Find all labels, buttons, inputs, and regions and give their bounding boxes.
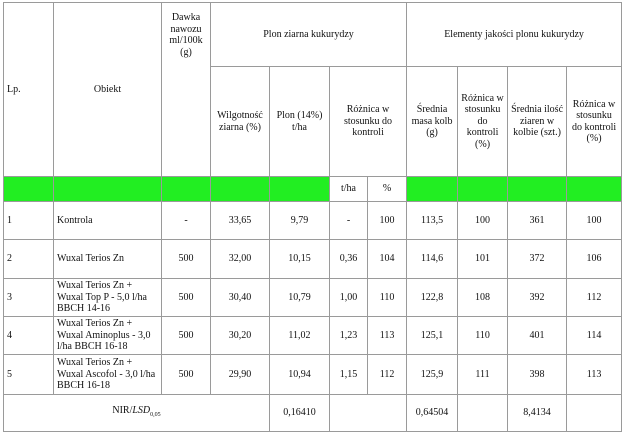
- nir-empty-cell: [458, 395, 508, 432]
- col-lp-header: Lp.: [4, 3, 54, 177]
- cell-plon: 10,94: [270, 355, 330, 395]
- cell-plon: 9,79: [270, 202, 330, 240]
- col-srednia-ilosc-header: Średnia ilość ziaren w kolbie (szt.): [508, 67, 567, 177]
- band-cell: [162, 177, 211, 202]
- cell-srednia-ilosc: 401: [508, 317, 567, 355]
- nir-ilosc-value: 8,4134: [508, 395, 567, 432]
- cell-wilgotnosc: 29,90: [211, 355, 270, 395]
- jakosc-group-header: Elementy jakości plonu kukurydzy: [407, 3, 622, 67]
- cell-srednia-masa: 125,9: [407, 355, 458, 395]
- cell-lp: 2: [4, 240, 54, 279]
- cell-plon: 11,02: [270, 317, 330, 355]
- nir-row: [4, 395, 622, 432]
- cell-wilgotnosc: 30,20: [211, 317, 270, 355]
- cell-obiekt: Kontrola: [54, 202, 162, 240]
- nir-empty-cell: [330, 395, 407, 432]
- cell-roznica-ilosc: 100: [567, 202, 622, 240]
- nir-empty-cell: [567, 395, 622, 432]
- cell-dawka: 500: [162, 279, 211, 317]
- unit-tha-label: t/ha: [330, 177, 368, 202]
- cell-obiekt: Wuxal Terios Zn: [54, 240, 162, 279]
- cell-wilgotnosc: 33,65: [211, 202, 270, 240]
- cell-roznica-pct: 100: [368, 202, 407, 240]
- cell-obiekt: Wuxal Terios Zn + Wuxal Ascofol - 3,0 l/ha BBCH 16-18: [54, 355, 162, 395]
- cell-roznica-pct: 113: [368, 317, 407, 355]
- cell-obiekt: Wuxal Terios Zn + Wuxal Top P - 5,0 l/ha BBCH 14-16: [54, 279, 162, 317]
- table-row: [4, 279, 622, 317]
- cell-plon: 10,15: [270, 240, 330, 279]
- cell-roznica-masa: 110: [458, 317, 508, 355]
- cell-roznica-pct: 110: [368, 279, 407, 317]
- header-row-1: [4, 3, 622, 67]
- cell-roznica-masa: 111: [458, 355, 508, 395]
- cell-srednia-masa: 125,1: [407, 317, 458, 355]
- units-band-row: [4, 177, 622, 202]
- band-cell: [270, 177, 330, 202]
- nir-label-text: NIR/: [112, 404, 133, 416]
- cell-roznica-pct: 104: [368, 240, 407, 279]
- cell-srednia-masa: 114,6: [407, 240, 458, 279]
- cell-roznica-tha: 0,36: [330, 240, 368, 279]
- band-cell: [407, 177, 458, 202]
- col-plon-header: Plon (14%) t/ha: [270, 67, 330, 177]
- col-dawka-header: Dawka nawozu ml/100k (g): [162, 3, 211, 177]
- nir-plon-value: 0,16410: [270, 395, 330, 432]
- cell-srednia-ilosc: 392: [508, 279, 567, 317]
- table-row: [4, 355, 622, 395]
- cell-roznica-ilosc: 106: [567, 240, 622, 279]
- cell-dawka: 500: [162, 317, 211, 355]
- nir-label: [4, 395, 270, 432]
- cell-lp: 3: [4, 279, 54, 317]
- cell-obiekt: Wuxal Terios Zn + Wuxal Aminoplus - 3,0 l/ha BBCH 16-18: [54, 317, 162, 355]
- cell-srednia-ilosc: 372: [508, 240, 567, 279]
- cell-roznica-tha: 1,23: [330, 317, 368, 355]
- cell-srednia-masa: 113,5: [407, 202, 458, 240]
- band-cell: [567, 177, 622, 202]
- cell-dawka: -: [162, 202, 211, 240]
- cell-srednia-ilosc: 398: [508, 355, 567, 395]
- band-cell: [54, 177, 162, 202]
- col-srednia-masa-header: Średnia masa kolb (g): [407, 67, 458, 177]
- band-cell: [458, 177, 508, 202]
- cell-wilgotnosc: 30,40: [211, 279, 270, 317]
- cell-roznica-masa: 101: [458, 240, 508, 279]
- cell-roznica-tha: 1,15: [330, 355, 368, 395]
- cell-roznica-ilosc: 114: [567, 317, 622, 355]
- band-cell: [4, 177, 54, 202]
- cell-dawka: 500: [162, 355, 211, 395]
- plon-group-header: Plon ziarna kukurydzy: [211, 3, 407, 67]
- band-cell: [211, 177, 270, 202]
- nir-masa-value: 0,64504: [407, 395, 458, 432]
- cell-roznica-pct: 112: [368, 355, 407, 395]
- nir-label-italic: LSD: [132, 404, 151, 416]
- cell-roznica-ilosc: 112: [567, 279, 622, 317]
- col-obiekt-header: Obiekt: [54, 3, 162, 177]
- cell-dawka: 500: [162, 240, 211, 279]
- cell-lp: 4: [4, 317, 54, 355]
- table-row: [4, 202, 622, 240]
- col-roznica-masa-header: Różnica w stosunku do kontroli (%): [458, 67, 508, 177]
- yield-results-table: [3, 2, 622, 432]
- cell-roznica-masa: 108: [458, 279, 508, 317]
- cell-roznica-ilosc: 113: [567, 355, 622, 395]
- cell-srednia-ilosc: 361: [508, 202, 567, 240]
- unit-pct-label: %: [368, 177, 407, 202]
- cell-srednia-masa: 122,8: [407, 279, 458, 317]
- cell-lp: 1: [4, 202, 54, 240]
- nir-label-sub: 0,05: [150, 411, 161, 418]
- col-roznica-header: Różnica w stosunku do kontroli: [330, 67, 407, 177]
- cell-plon: 10,79: [270, 279, 330, 317]
- band-cell: [508, 177, 567, 202]
- table-row: [4, 240, 622, 279]
- cell-roznica-tha: 1,00: [330, 279, 368, 317]
- cell-wilgotnosc: 32,00: [211, 240, 270, 279]
- cell-roznica-tha: -: [330, 202, 368, 240]
- col-roznica-ilosc-header: Różnica w stosunku do kontroli (%): [567, 67, 622, 177]
- col-wilgotnosc-header: Wilgotność ziarna (%): [211, 67, 270, 177]
- cell-lp: 5: [4, 355, 54, 395]
- table-row: [4, 317, 622, 355]
- cell-roznica-masa: 100: [458, 202, 508, 240]
